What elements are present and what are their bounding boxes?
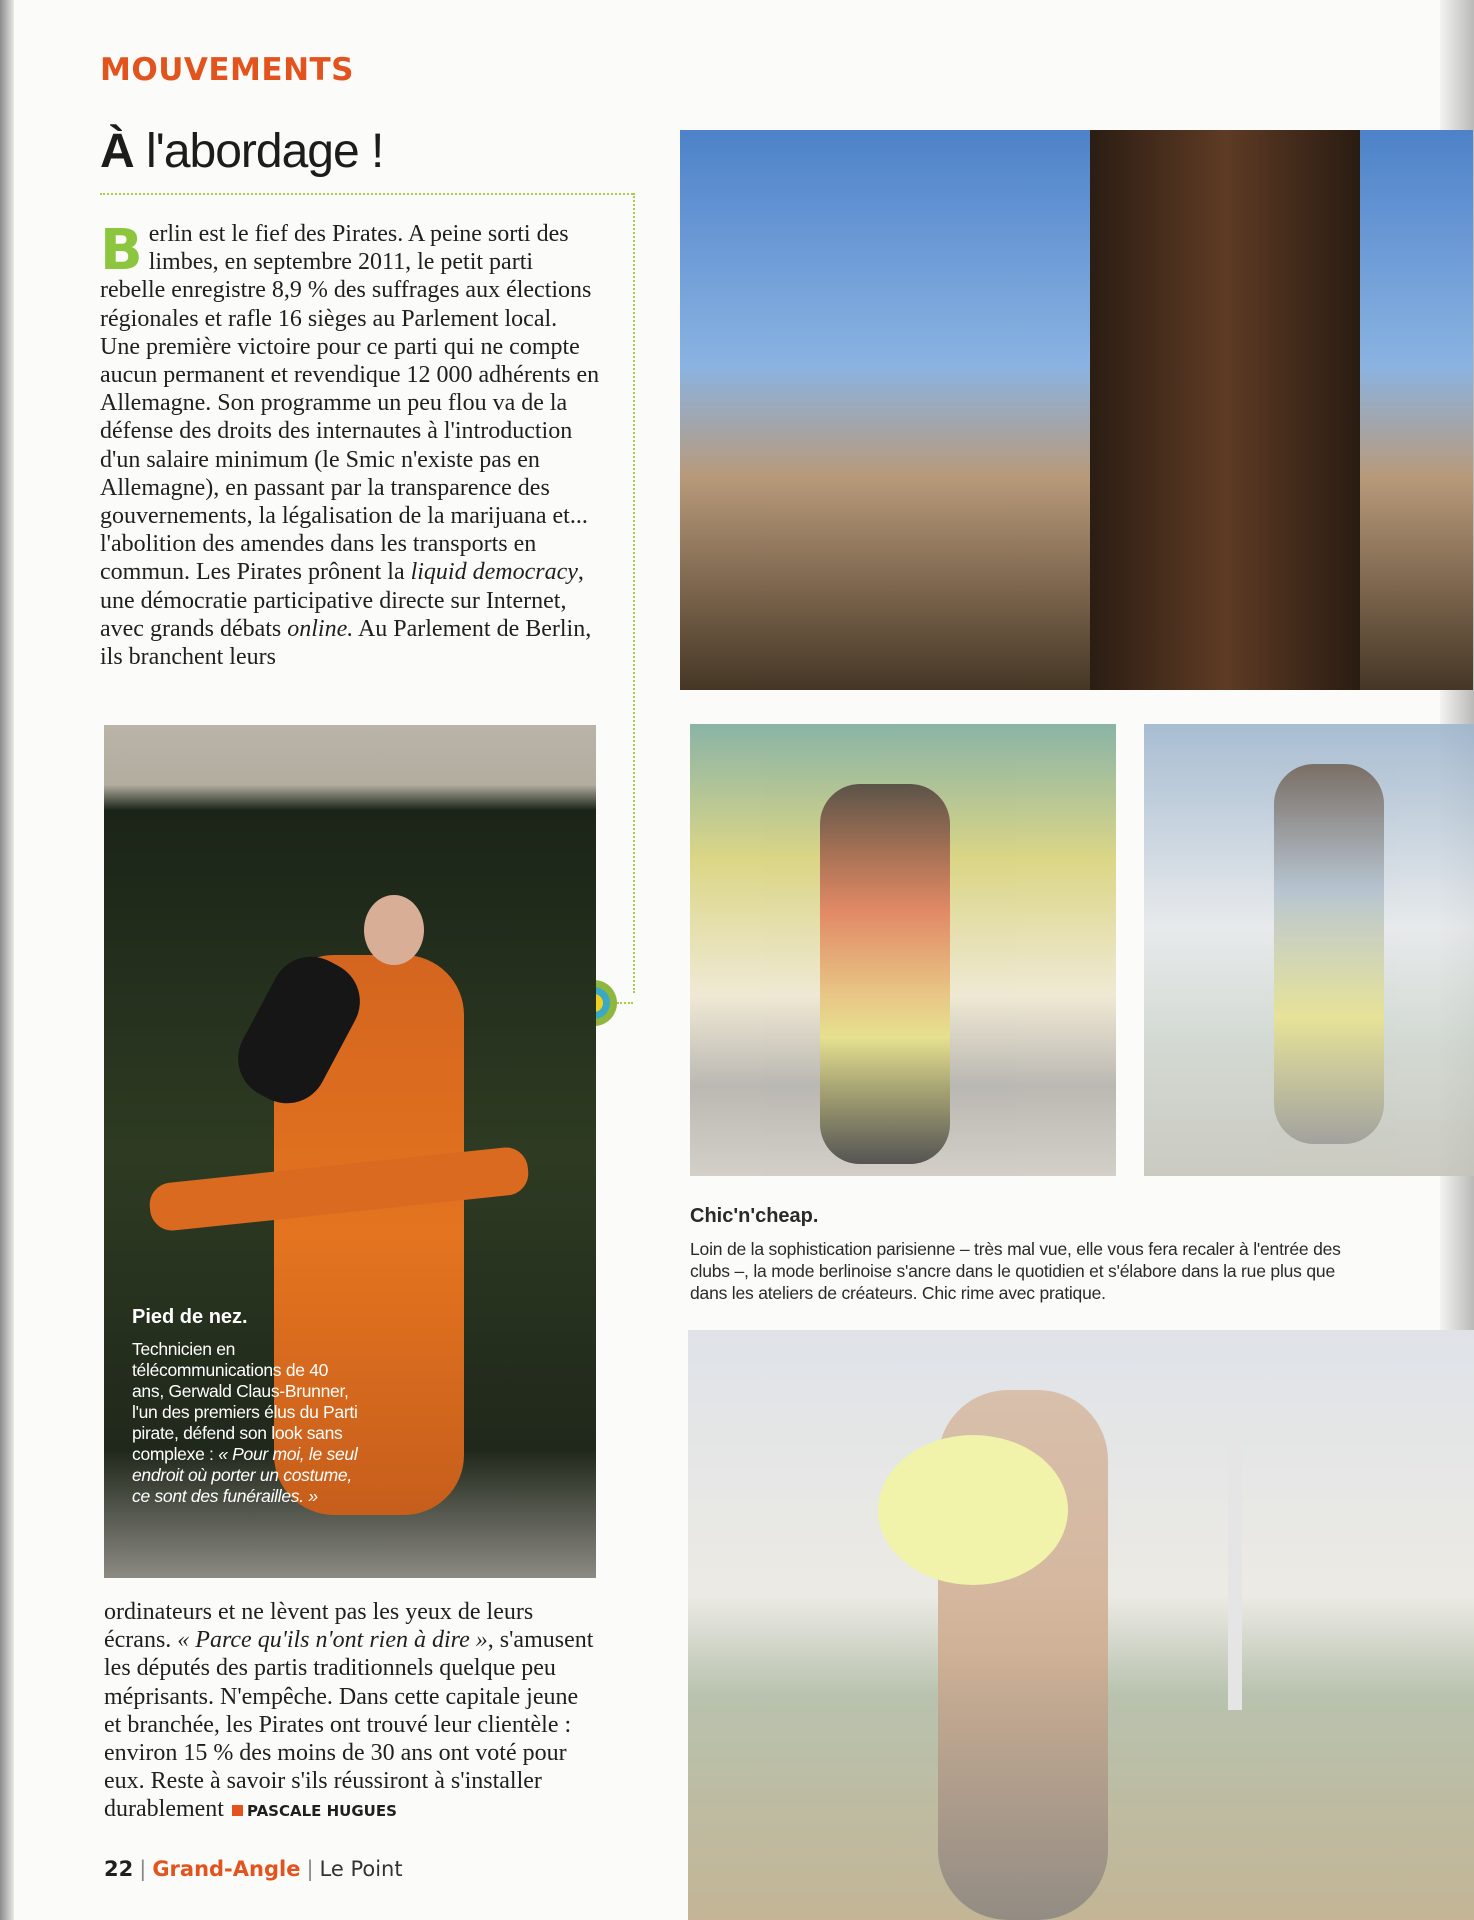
- cont-quote: « Parce qu'ils n'ont rien à dire »: [177, 1627, 488, 1654]
- headline-accent: À: [100, 125, 134, 178]
- page-gutter-shadow: [0, 0, 14, 1920]
- section-label: MOUVEMENTS: [100, 52, 354, 88]
- caption-pied-de-nez: [132, 1306, 362, 1507]
- lead-italic-online: online.: [287, 615, 354, 642]
- caption-text: Technicien en télécommunications de 40 ans, Gerwald Claus-Brunner, l'un des premiers élus du Parti pirate, défend son look sans complexe : « Pour moi, le seul endroit où porter un costume, ce sont des funérailles. »: [132, 1339, 358, 1506]
- lead-text: erlin est le fief des Pirates. A peine sorti des limbes, en septembre 2011, le petit parti rebelle enregistre 8,9 % des suffrages aux élections régionales et rafle 16 sièges au Parlement local. Une première victoire pour ce parti qui ne compte aucun permanent et revendique 12 000 adhérents en Allemagne. Son programme un peu flou va de la défense des droits des internautes à l'introduction d'un salaire minimum (le Smic n'existe pas en Allemagne), en passant par la transparence des gouvernements, la légalisation de la marijuana et... l'abolition des amendes dans les transports en commun. Les Pirates prônent la: [100, 221, 600, 586]
- caption-quote: « Pour moi, le seul endroit où porter un costume, ce sont des funérailles. »: [132, 1444, 358, 1506]
- photo-frisbee: [688, 1330, 1474, 1920]
- caption-title: Chic'n'cheap.: [690, 1205, 819, 1227]
- rubric: Grand-Angle: [152, 1857, 301, 1881]
- headline: [100, 124, 383, 179]
- cont-text-end: , s'amusent les députés des partis traditionnels quelque peu méprisants. N'empêche. Dans cette capitale jeune et branchée, les Pirates ont trouvé leur clientèle : environ 15 % des moins de 30 ans ont voté pour eux. Reste à savoir s'ils réussiront à s'installer durablement: [104, 1627, 594, 1823]
- dotted-frame-top: [100, 193, 633, 195]
- magazine-name: Le Point: [319, 1857, 403, 1881]
- page-number: 22: [104, 1857, 134, 1881]
- article-lead: [100, 220, 600, 671]
- byline: PASCALE HUGUES: [246, 1802, 397, 1821]
- lead-text-end: Au Parlement de Berlin, ils branchent leurs: [100, 615, 592, 671]
- article-continuation: [104, 1598, 596, 1826]
- photo-mural-couple: [690, 724, 1116, 1176]
- cont-text: ordinateurs et ne lèvent pas les yeux de leurs écrans.: [104, 1599, 534, 1654]
- end-mark-icon: [232, 1805, 243, 1816]
- photo-crowd: [680, 130, 1473, 690]
- caption-text: Loin de la sophistication parisienne – très mal vue, elle vous fera recaler à l'entrée des clubs –, la mode berlinoise s'ancre dans le quotidien et s'élabore dans la rue plus que dans les ateliers de créateurs. Chic rime avec pratique.: [690, 1239, 1341, 1303]
- headline-text: l'abordage !: [133, 125, 384, 178]
- dotted-frame-right: [633, 193, 635, 993]
- lead-italic: liquid democracy: [410, 559, 578, 586]
- dropcap: B: [100, 218, 143, 283]
- lead-text-mid: , une démocratie participative directe sur Internet, avec grands débats: [100, 559, 584, 642]
- page-footer: 22 | Grand-Angle | Le Point: [104, 1857, 403, 1881]
- photo-bicycle: [1144, 724, 1474, 1176]
- caption-chic-n-cheap: [690, 1205, 1350, 1304]
- caption-title: Pied de nez.: [132, 1306, 248, 1328]
